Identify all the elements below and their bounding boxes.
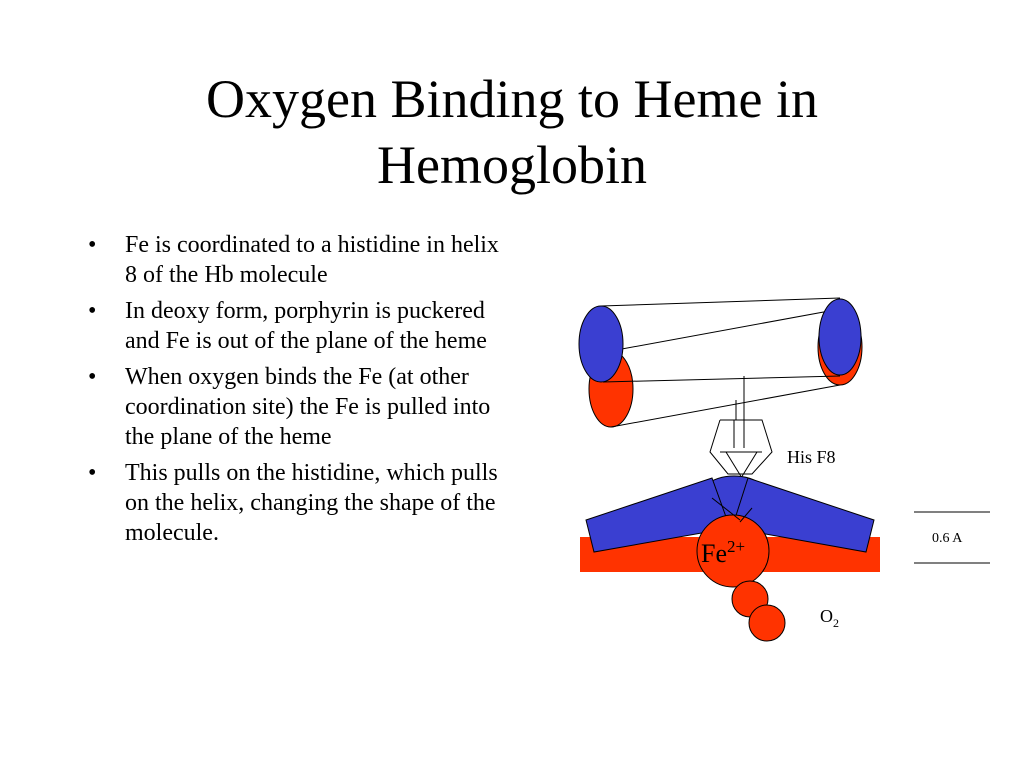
helix-outline-line (603, 376, 840, 382)
bullet-dot: • (88, 232, 97, 258)
heme-binding-diagram (560, 290, 1000, 650)
helix-outline-line (611, 309, 840, 351)
oxygen-atom (749, 605, 785, 641)
bullet-item (85, 362, 505, 452)
helix-outline-line (601, 298, 840, 306)
helix-outline-line (611, 385, 840, 427)
helix-front-left-ellipse (579, 306, 623, 382)
bullet-text: When oxygen binds the Fe (at other coordination site) the Fe is pulled into the plane of the heme (125, 364, 491, 450)
histidine-ring-outline (710, 420, 772, 474)
o2-label: $O_2$ (820, 606, 839, 630)
bullet-item (85, 296, 505, 356)
bullet-dot: • (88, 298, 97, 324)
bullet-dot: • (88, 460, 97, 486)
his-f8-label: His F8 (787, 447, 836, 467)
bullet-text: This pulls on the histidine, which pulls on the helix, changing the shape of the molecule. (125, 460, 498, 546)
bullet-text: In deoxy form, porphyrin is puckered and Fe is out of the plane of the heme (125, 298, 487, 354)
slide-title: Oxygen Binding to Heme in Hemoglobin (206, 69, 818, 195)
helix-front-right-ellipse (819, 299, 861, 375)
bullet-text: Fe is coordinated to a histidine in helix 8 of the Hb molecule (125, 232, 499, 288)
bullet-list (85, 230, 505, 554)
bullet-item (85, 230, 505, 290)
bullet-item (85, 458, 505, 548)
fe-label: $Fe^{2+}$ (701, 537, 746, 568)
distance-label: 0.6 A (932, 531, 963, 546)
bullet-dot: • (88, 364, 97, 390)
